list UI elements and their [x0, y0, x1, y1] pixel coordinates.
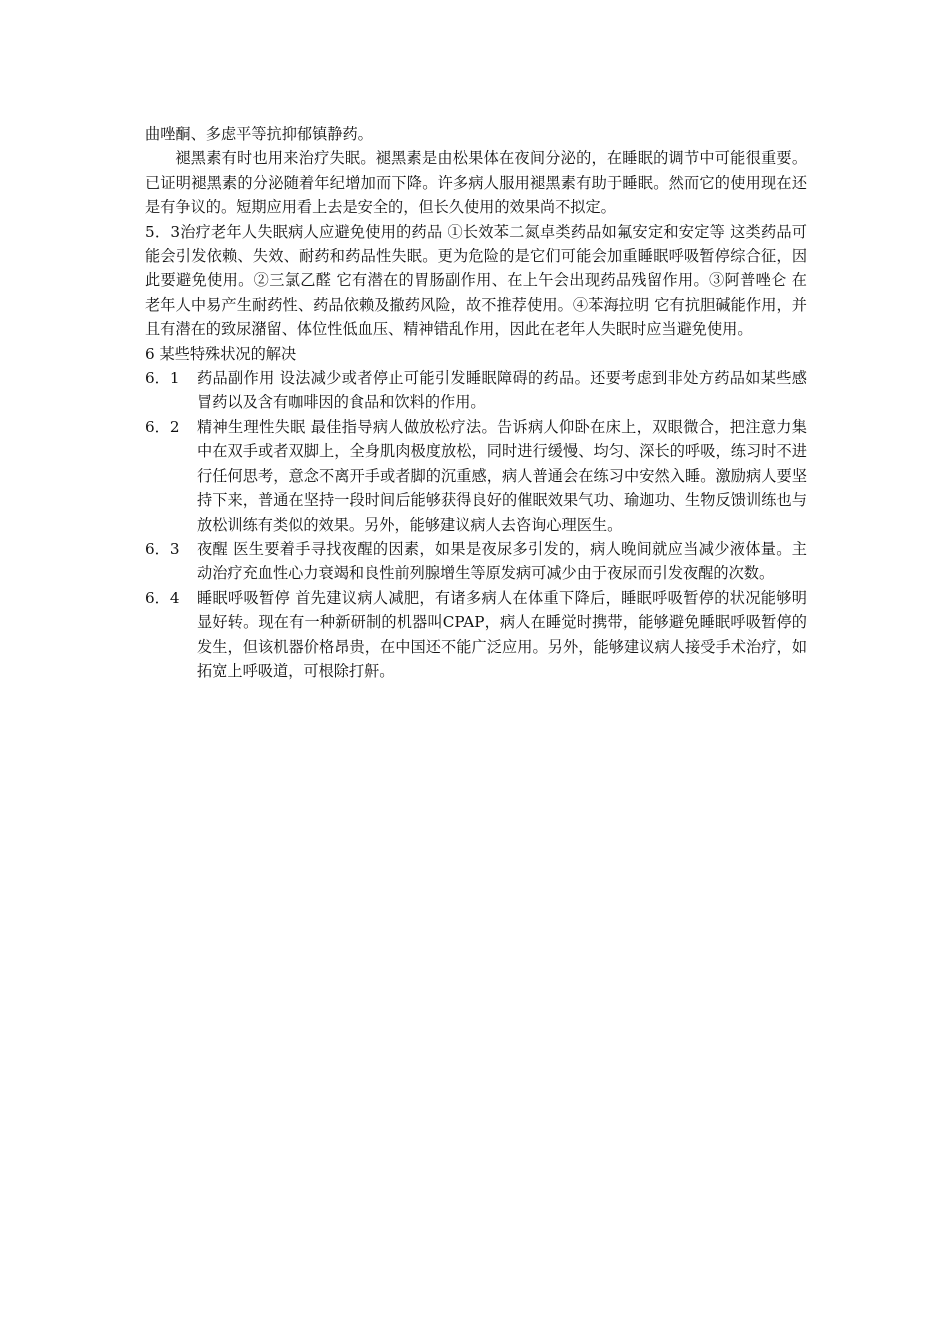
section-heading: 6 某些特殊状况的解决	[145, 344, 297, 363]
list-item-number: 6．4	[145, 588, 180, 607]
paragraph-continuation: 曲唑酮、多虑平等抗抑郁镇静药。	[145, 125, 373, 143]
list-item-number: 6．1	[145, 369, 180, 388]
document-page	[145, 122, 807, 683]
list-item-6-3	[145, 537, 807, 586]
list-item-number: 6．2	[145, 417, 180, 436]
list-item-number: 6．3	[145, 539, 180, 558]
list-item-6-1	[145, 366, 807, 415]
list-item-6-2	[145, 415, 807, 537]
list-item-text: 精神生理性失眠 最佳指导病人做放松疗法。告诉病人仰卧在床上，双眼微合，把注意力集中在双手或者双脚上，全身肌肉极度放松，同时进行缓慢、均匀、深长的呼吸，练习时不进行任何思考，意念不离开手或者脚的沉重感，病人普通会在练习中安然入睡。激励病人要坚持下来，普通在坚持一段时间后能够获得良好的催眠效果气功、瑜迦功、生物反馈训练也与放松训练有类似的效果。另外，能够建议病人去咨询心理医生。	[197, 417, 807, 534]
paragraph-drugs-to-avoid: 5．3治疗老年人失眠病人应避免使用的药品 ①长效苯二氮卓类药品如氟安定和安定等 这类药品可能会引发依赖、失效、耐药和药品性失眠。更为危险的是它们可能会加重睡眠呼吸暂停综合征，因此要避免使用。②三氯乙醛 它有潜在的胃肠副作用、在上午会出现药品残留作用。③阿普唑仑 在老年人中易产生耐药性、药品依赖及撤药风险，故不推荐使用。④苯海拉明 它有抗胆碱能作用，并且有潜在的致尿潴留、体位性低血压、精神错乱作用，因此在老年人失眠时应当避免使用。	[145, 222, 807, 339]
list-item-6-4	[145, 586, 807, 684]
list-item-text: 睡眠呼吸暂停 首先建议病人减肥，有诸多病人在体重下降后，睡眠呼吸暂停的状况能够明显好转。现在有一种新研制的机器叫CPAP，病人在睡觉时携带，能够避免睡眠呼吸暂停的发生，但该机器价格昂贵，在中国还不能广泛应用。另外，能够建议病人接受手术治疗，如拓宽上呼吸道，可根除打鼾。	[197, 588, 807, 680]
paragraph-melatonin: 褪黑素有时也用来治疗失眠。褪黑素是由松果体在夜间分泌的，在睡眠的调节中可能很重要。已证明褪黑素的分泌随着年纪增加而下降。许多病人服用褪黑素有助于睡眠。然而它的使用现在还是有争议的。短期应用看上去是安全的，但长久使用的效果尚不拟定。	[145, 149, 807, 217]
list-item-text: 药品副作用 设法减少或者停止可能引发睡眠障碍的药品。还要考虑到非处方药品如某些感冒药以及含有咖啡因的食品和饮料的作用。	[197, 369, 807, 412]
list-item-text: 夜醒 医生要着手寻找夜醒的因素，如果是夜尿多引发的，病人晚间就应当减少液体量。主动治疗充血性心力衰竭和良性前列腺增生等原发病可减少由于夜尿而引发夜醒的次数。	[197, 539, 807, 583]
